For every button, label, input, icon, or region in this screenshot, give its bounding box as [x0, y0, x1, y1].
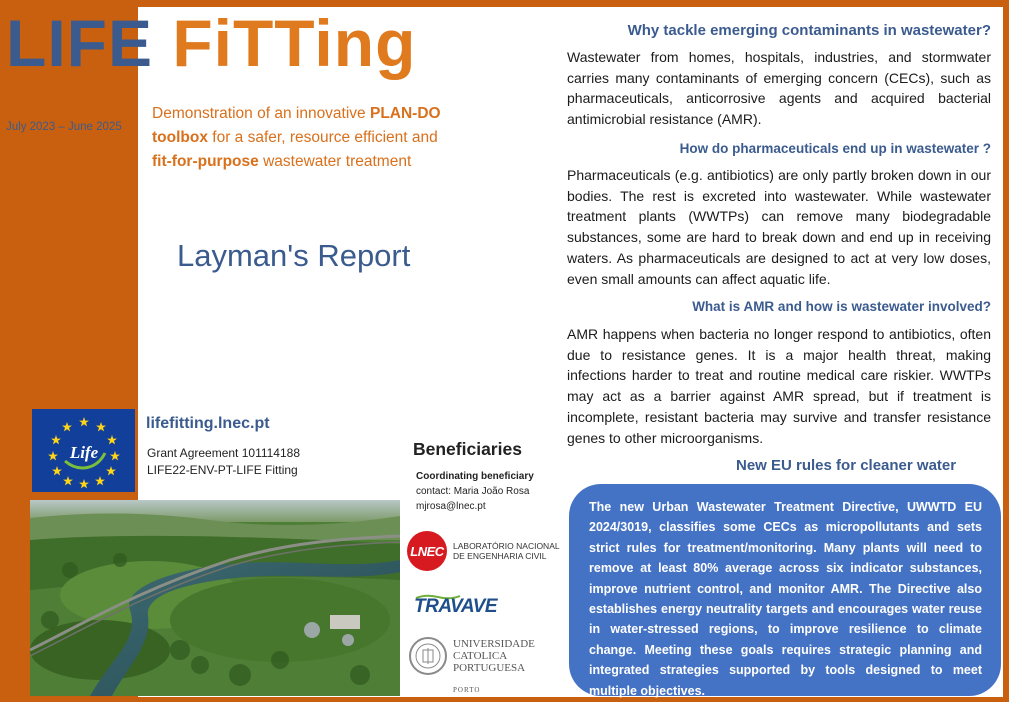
lnec-name: LABORATÓRIO NACIONAL DE ENGENHARIA CIVIL — [453, 541, 560, 561]
travessa-logo: TRAVAVE — [414, 596, 498, 617]
eu-rules-heading: New EU rules for cleaner water — [736, 457, 957, 474]
grant-info — [147, 445, 300, 479]
section-body-pharmaceuticals: Pharmaceuticals (e.g. antibiotics) are only partly broken down in our bodies. The rest is excreted into wastewater. While wastewater treatment plants (WWTPs) can remove many biodegradable substances, some are hard to break down and end up in receiving waters. As pharmaceuticals are designed to act at very low doses, even small amounts can affect aquatic life. — [567, 167, 991, 287]
section-heading-amr: What is AMR and how is wastewater involved? — [692, 299, 991, 314]
contact-email[interactable]: mjrosa@lnec.pt — [416, 501, 486, 512]
eu-life-logo — [32, 409, 135, 492]
ucp-name: UNIVERSIDADE CATOLICA PORTUGUESA — [453, 638, 535, 674]
project-code: LIFE22-ENV-PT-LIFE Fitting — [147, 463, 298, 477]
coordinating-beneficiary — [416, 469, 534, 514]
contact-name: contact: Maria João Rosa — [416, 486, 530, 497]
beneficiaries-heading: Beneficiaries — [413, 439, 522, 459]
project-website-link[interactable]: lifefitting.lnec.pt — [146, 415, 270, 432]
eu-rules-box — [569, 484, 1001, 696]
grant-agreement: Grant Agreement 101114188 — [147, 446, 300, 460]
coordinating-title: Coordinating beneficiary — [416, 471, 534, 482]
aerial-river-photo — [30, 500, 400, 696]
project-tagline: Demonstration of an innovative PLAN-DO toolbox for a safer, resource efficient and fit-for-purpose wastewater treatment — [152, 105, 441, 170]
logo-word-life: LIFE — [6, 6, 153, 80]
ucp-seal-icon — [409, 637, 447, 675]
eu-rules-text: The new Urban Wastewater Treatment Directive, UWWTD EU 2024/3019, classifies some CECs as micropollutants and sets strict rules for treatment/monitoring. Many plants will need to remove at least 80% average across six indicator substances, improve nutrient control, and monitor AMR. The Directive also establishes energy neutrality targets and encourages water reuse in water-stressed regions, to improve resilience to climate change. Meeting these goals requires strategic planning and integrated strategies supported by tools designed to meet multiple objectives. — [589, 500, 982, 698]
lnec-logo — [407, 531, 560, 571]
section-heading-emerging-contaminants: Why tackle emerging contaminants in wastewater? — [627, 22, 991, 39]
logo-word-fitting: FiTTing — [172, 6, 417, 80]
ucp-city: PORTO — [453, 686, 481, 694]
section-heading-pharmaceuticals: How do pharmaceuticals end up in wastewater ? — [679, 141, 991, 156]
section-body-emerging-contaminants: Wastewater from homes, hospitals, industries, and stormwater carries many contaminants of emerging concern (CECs), such as pharmaceuticals, anticorrosive agents and acquired bacterial antimicrobial resistance (AMR). — [567, 49, 991, 128]
project-dates: July 2023 – June 2025 — [6, 121, 122, 133]
ucp-logo — [409, 637, 535, 675]
project-logo — [6, 6, 417, 80]
lnec-mark: LNEC — [407, 531, 447, 571]
report-title: Layman's Report — [177, 238, 411, 273]
eu-logo-text: Life — [69, 442, 98, 462]
directive-name: Urban Wastewater Treatment Directive, — [652, 500, 899, 514]
section-body-amr: AMR happens when bacteria no longer respond to antibiotics, often due to resistance genes. It is a major health threat, making infections harder to treat and routine medical care riskier. WWTPs may act as a barrier against AMR spread, but if treatment is incomplete, resistant bacteria may survive and transfer resistance genes to other microorganisms. — [567, 326, 991, 446]
